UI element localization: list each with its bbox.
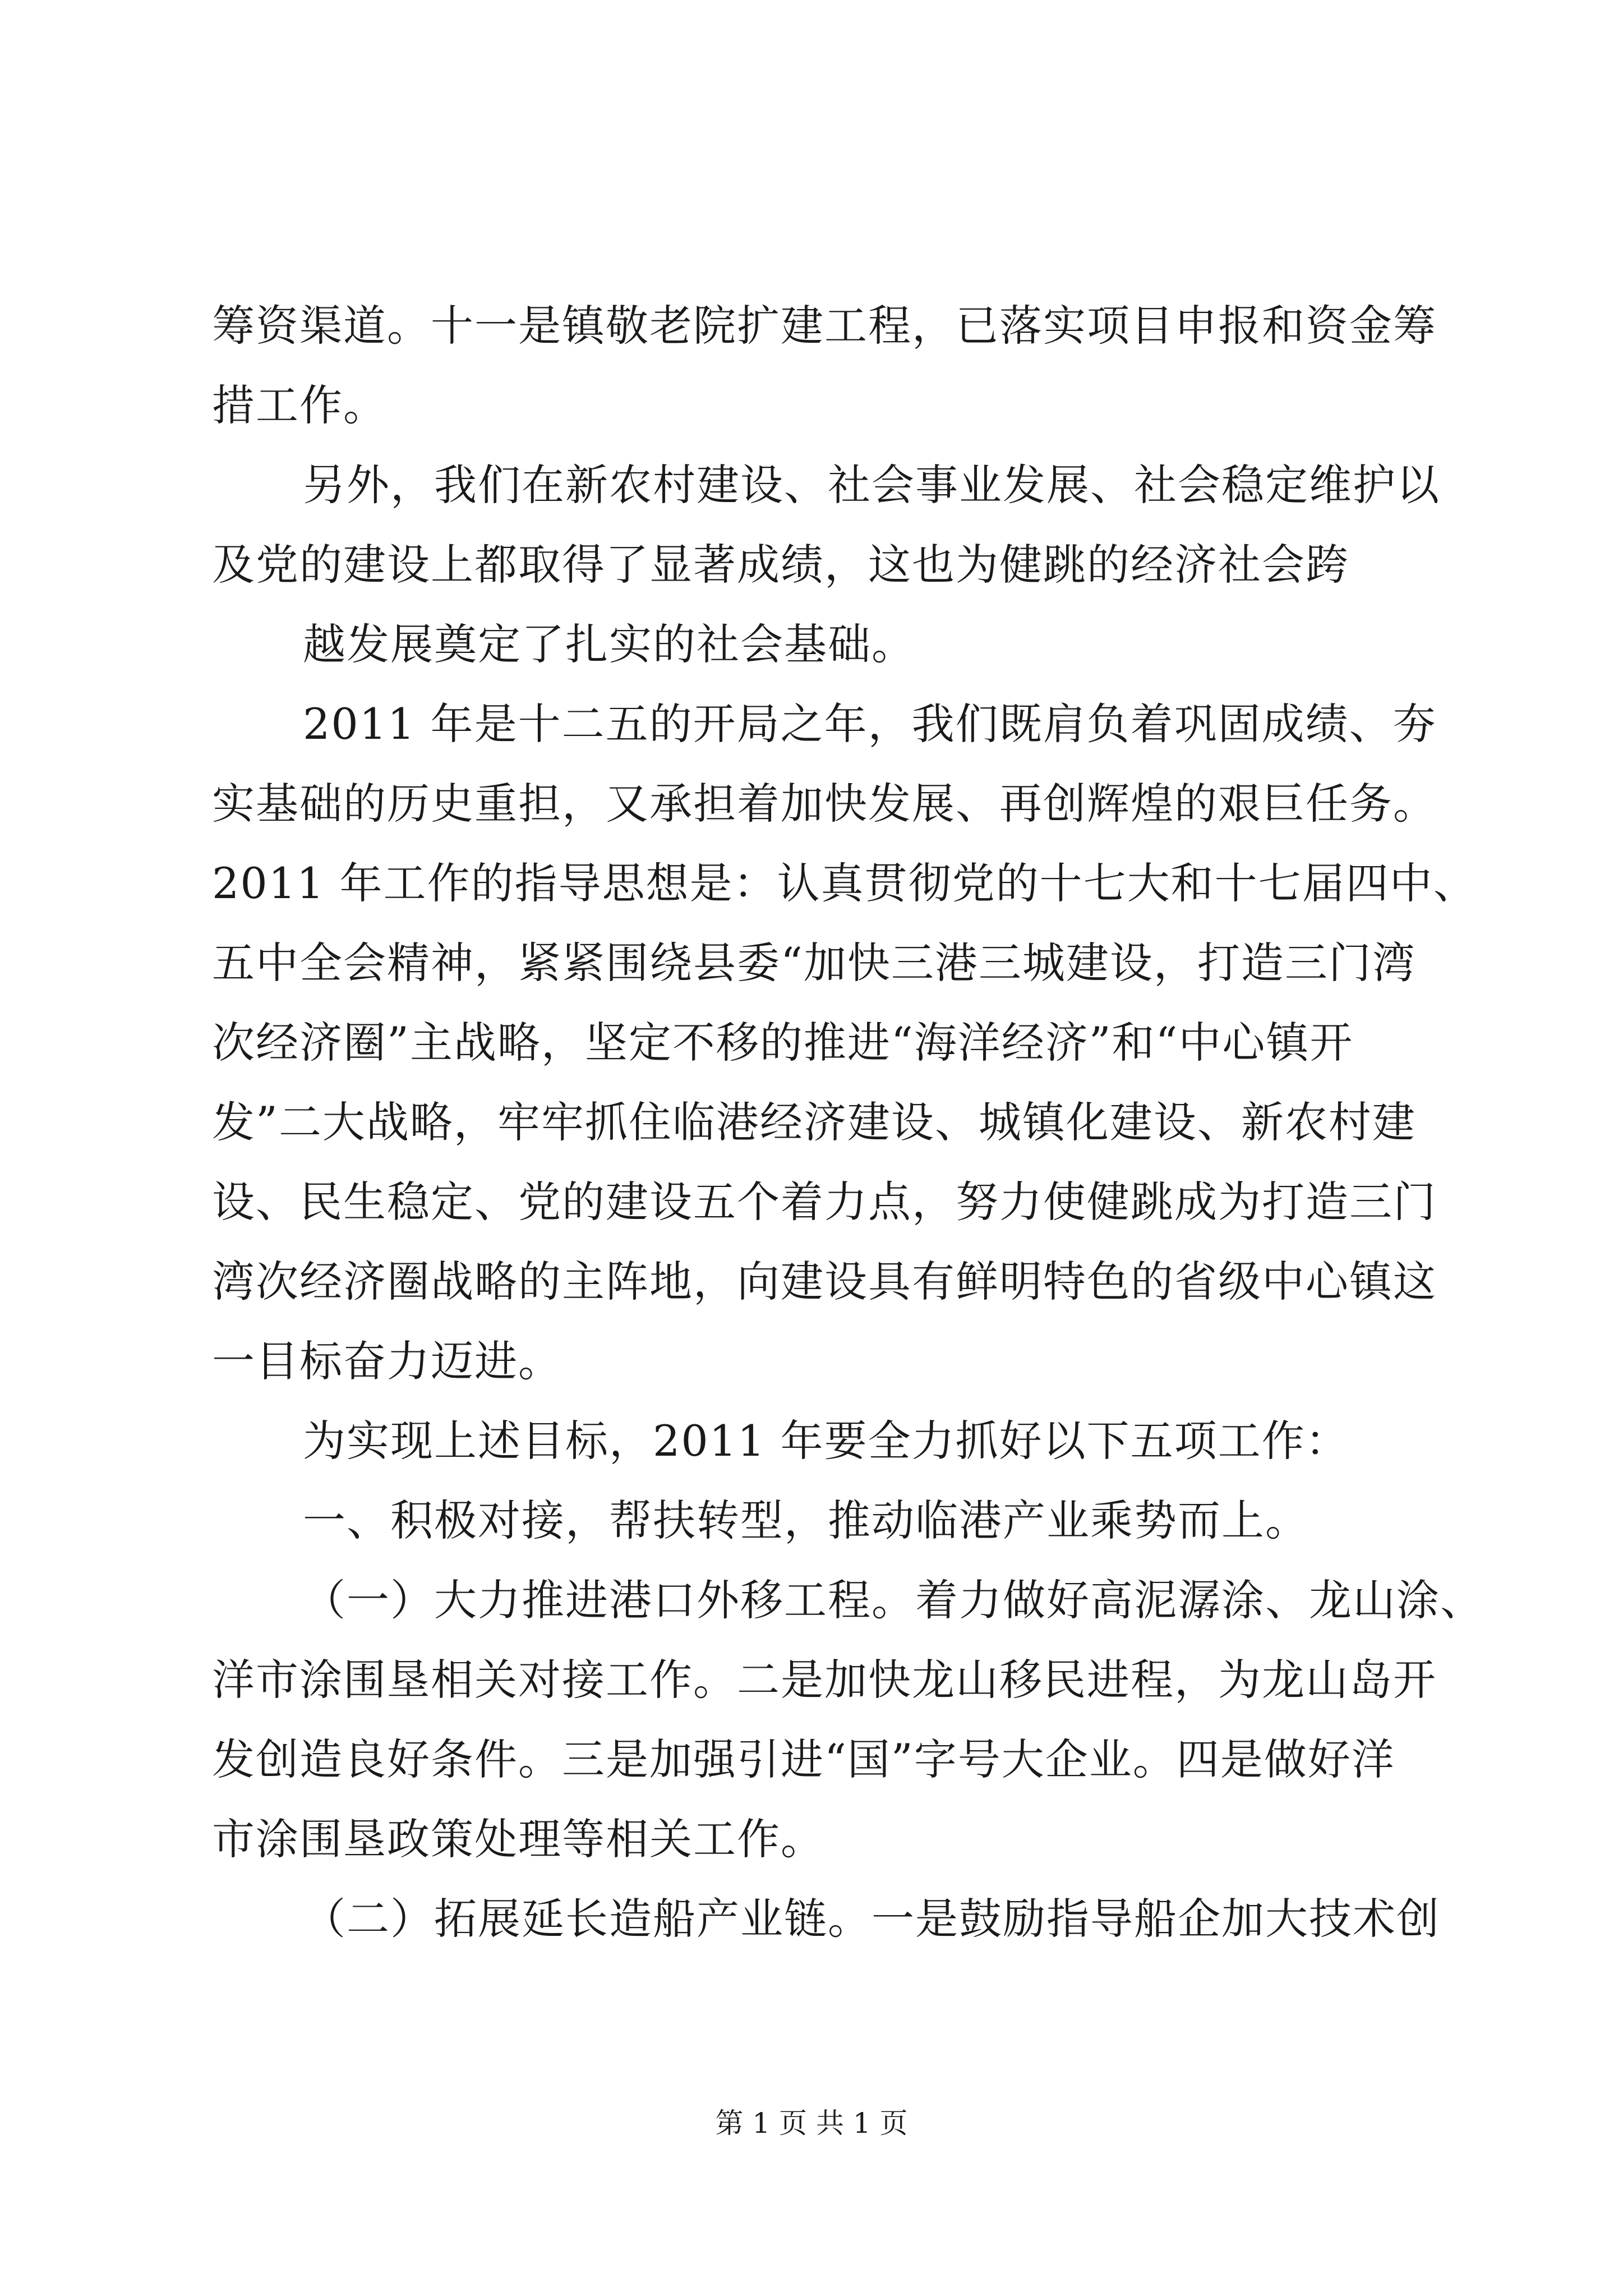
text-line: 五中全会精神，紧紧围绕县委“加快三港三城建设，打造三门湾 xyxy=(212,938,1416,988)
text-line: 筹资渠道。十一是镇敬老院扩建工程，已落实项目申报和资金筹 xyxy=(212,301,1437,351)
text-line: 发创造良好条件。三是加强引进“国”字号大企业。四是做好洋 xyxy=(212,1734,1395,1784)
document-body xyxy=(212,286,1484,1959)
text-line: 设、民生稳定、党的建设五个着力点，努力使健跳成为打造三门 xyxy=(212,1177,1437,1227)
text-line: 市涂围垦政策处理等相关工作。 xyxy=(212,1814,824,1864)
text-line: （一）大力推进港口外移工程。着力做好高泥潺涂、龙山涂、 xyxy=(303,1575,1484,1625)
text-line: 次经济圈”主战略，坚定不移的推进“海洋经济”和“中心镇开 xyxy=(212,1018,1354,1068)
text-line: 一目标奋力迈进。 xyxy=(212,1336,562,1386)
page-footer: 第 1 页 共 1 页 xyxy=(715,2107,908,2139)
text-line: 及党的建设上都取得了显著成绩，这也为健跳的经济社会跨 xyxy=(212,540,1349,590)
text-line: 为实现上述目标，2011 年要全力抓好以下五项工作： xyxy=(303,1416,1349,1466)
text-line: 洋市涂围垦相关对接工作。二是加快龙山移民进程，为龙山岛开 xyxy=(212,1655,1437,1705)
text-line: 越发展奠定了扎实的社会基础。 xyxy=(303,619,915,669)
text-line: 发”二大战略，牢牢抓住临港经济建设、城镇化建设、新农村建 xyxy=(212,1097,1416,1147)
text-line: 2011 年工作的指导思想是：认真贯彻党的十七大和十七届四中、 xyxy=(212,858,1477,908)
text-line: 一、积极对接，帮扶转型，推动临港产业乘势而上。 xyxy=(303,1496,1309,1545)
text-line: 湾次经济圈战略的主阵地，向建设具有鲜明特色的省级中心镇这 xyxy=(212,1257,1437,1306)
text-line: （二）拓展延长造船产业链。一是鼓励指导船企加大技术创 xyxy=(303,1894,1440,1944)
text-line: 实基础的历史重担，又承担着加快发展、再创辉煌的艰巨任务。 xyxy=(212,779,1437,829)
text-line: 另外，我们在新农村建设、社会事业发展、社会稳定维护以 xyxy=(303,460,1440,510)
text-line: 2011 年是十二五的开局之年，我们既肩负着巩固成绩、夯 xyxy=(303,699,1437,749)
text-line: 措工作。 xyxy=(212,380,387,430)
